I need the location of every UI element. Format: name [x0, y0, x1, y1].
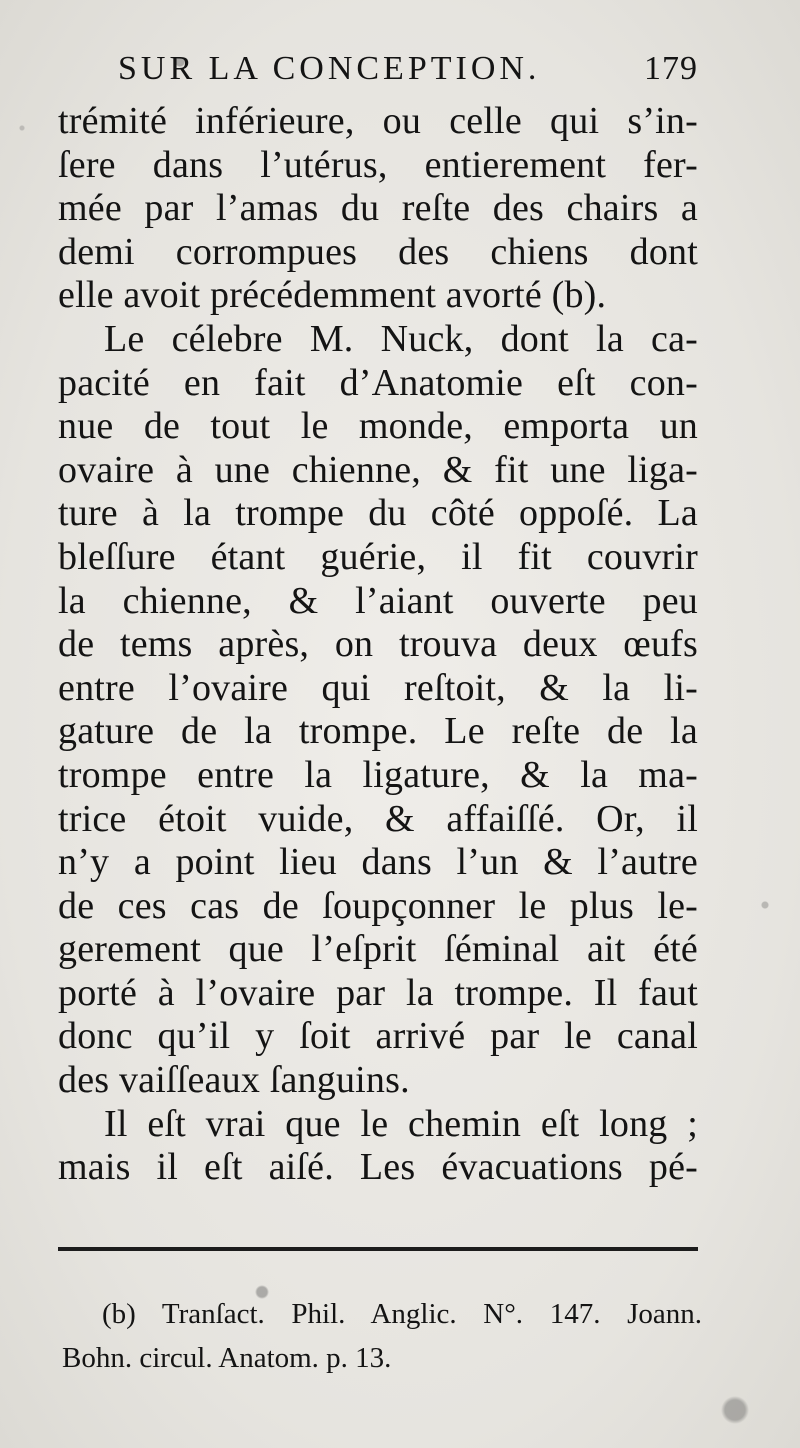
text-line: la chienne, & l’aiant ouverte peu: [58, 579, 698, 622]
text-line: bleſſure étant guérie, il fit couvrir: [58, 535, 698, 578]
text-line: ſere dans l’utérus, entierement fer-: [58, 143, 698, 186]
text-line: elle avoit précédemment avorté (b).: [58, 274, 607, 317]
footnote-divider: [58, 1247, 698, 1251]
running-title: SUR LA CONCEPTION.: [118, 50, 541, 87]
text-line: pacité en fait d’Anatomie eſt con-: [58, 361, 698, 404]
text-line: des vaiſſeaux ſanguins.: [58, 1059, 410, 1102]
text-line: trice étoit vuide, & affaiſſé. Or, il: [58, 797, 698, 840]
text-line: nue de tout le monde, emporta un: [58, 405, 698, 448]
text-line: ture à la trompe du côté oppoſé. La: [58, 492, 698, 535]
text-line: gerement que l’eſprit ſéminal ait été: [58, 928, 698, 971]
running-header: [118, 50, 698, 96]
text-line: porté à l’ovaire par la trompe. Il faut: [58, 971, 698, 1014]
body-text: [58, 100, 698, 1190]
text-line: trémité inférieure, ou celle qui s’in-: [58, 100, 698, 142]
text-line: de ces cas de ſoupçonner le plus le-: [58, 884, 698, 927]
text-line: mée par l’amas du reſte des chairs a: [58, 187, 698, 230]
footnote-line: Bohn. circul. Anatom. p. 13.: [62, 1342, 392, 1374]
page-number: 179: [644, 50, 698, 87]
text-line: gature de la trompe. Le reſte de la: [58, 710, 698, 753]
footnote-line: (b) Tranſact. Phil. Anglic. N°. 147. Joann.: [102, 1298, 702, 1330]
text-line: mais il eſt aiſé. Les évacuations pé-: [58, 1146, 698, 1189]
text-line: donc qu’il y ſoit arrivé par le canal: [58, 1015, 698, 1058]
footnote: [62, 1292, 702, 1380]
text-line: trompe entre la ligature, & la ma-: [58, 753, 698, 796]
text-line: entre l’ovaire qui reſtoit, & la li-: [58, 666, 698, 709]
text-line: Il eſt vrai que le chemin eſt long ;: [104, 1102, 698, 1145]
text-line: n’y a point lieu dans l’un & l’autre: [58, 841, 698, 884]
text-line: ovaire à une chienne, & fit une liga-: [58, 448, 698, 491]
text-line: demi corrompues des chiens dont: [58, 230, 698, 273]
text-line: Le célebre M. Nuck, dont la ca-: [104, 317, 698, 360]
text-line: de tems après, on trouva deux œufs: [58, 623, 698, 666]
